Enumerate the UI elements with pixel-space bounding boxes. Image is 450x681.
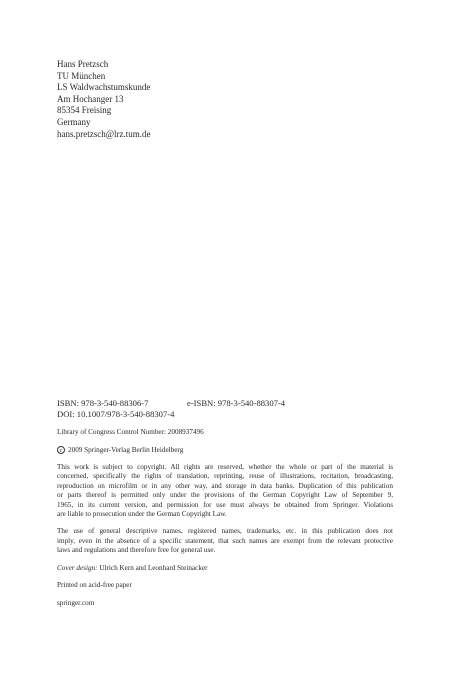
rights-line: or parts thereof is permitted only under the provisions of the German Copyright Law of September 9, [57,491,393,500]
bibliographic-info [57,398,393,608]
rights-line: are liable to prosecution under the German Copyright Law. [57,510,227,519]
rights-line: This work is subject to copyright. All rights are reserved, whether the whole or part of the material is [57,463,393,471]
publisher-website: springer.com [57,598,95,607]
rights-line: reproduction on microfilm or in any other way, and storage in data banks. Duplication of this publication [57,481,393,490]
library-of-congress-number: Library of Congress Control Number: 2008937496 [57,428,204,436]
author-street: Am Hochanger 13 [57,93,124,104]
cover-design-label: Cover design: [57,563,98,572]
author-address [57,59,151,140]
doi: DOI: 10.1007/978-3-540-88307-4 [57,409,175,419]
author-email: hans.pretzsch@lrz.tum.de [57,128,151,139]
copyright-icon: c [57,446,65,454]
author-department: LS Waldwachstumskunde [57,82,151,93]
paper-note: Printed on acid-free paper [57,581,132,590]
rights-paragraph [57,463,393,519]
copyright-text: 2009 Springer-Verlag Berlin Heidelberg [68,445,184,454]
trademark-line: The use of general descriptive names, registered names, trademarks, etc. in this publication does not [57,527,393,536]
isbn-print: ISBN: 978-3-540-88306-7 [57,398,149,408]
rights-line: concerned, specifically the rights of translation, reprinting, reuse of illustrations, recitation, broadcasting, [57,472,393,481]
author-name: Hans Pretzsch [57,59,109,69]
rights-line: 1965, in its current version, and permission for use must always be obtained from Springer. Violations [57,500,393,509]
author-country: Germany [57,116,91,127]
trademark-paragraph [57,527,393,555]
trademark-line: imply, even in the absence of a specific statement, that such names are exempt from the relevant protective [57,536,393,545]
cover-designers: Ulrich Kern and Leonhard Steinacker [99,563,208,572]
trademark-line: laws and regulations and therefore free for general use. [57,546,216,555]
author-city: 85354 Freising [57,105,112,116]
copyright-line [57,446,393,456]
cover-design [57,564,393,574]
isbn-row [57,398,393,409]
author-institution: TU München [57,70,106,81]
isbn-electronic: e-ISBN: 978-3-540-88307-4 [187,398,286,408]
